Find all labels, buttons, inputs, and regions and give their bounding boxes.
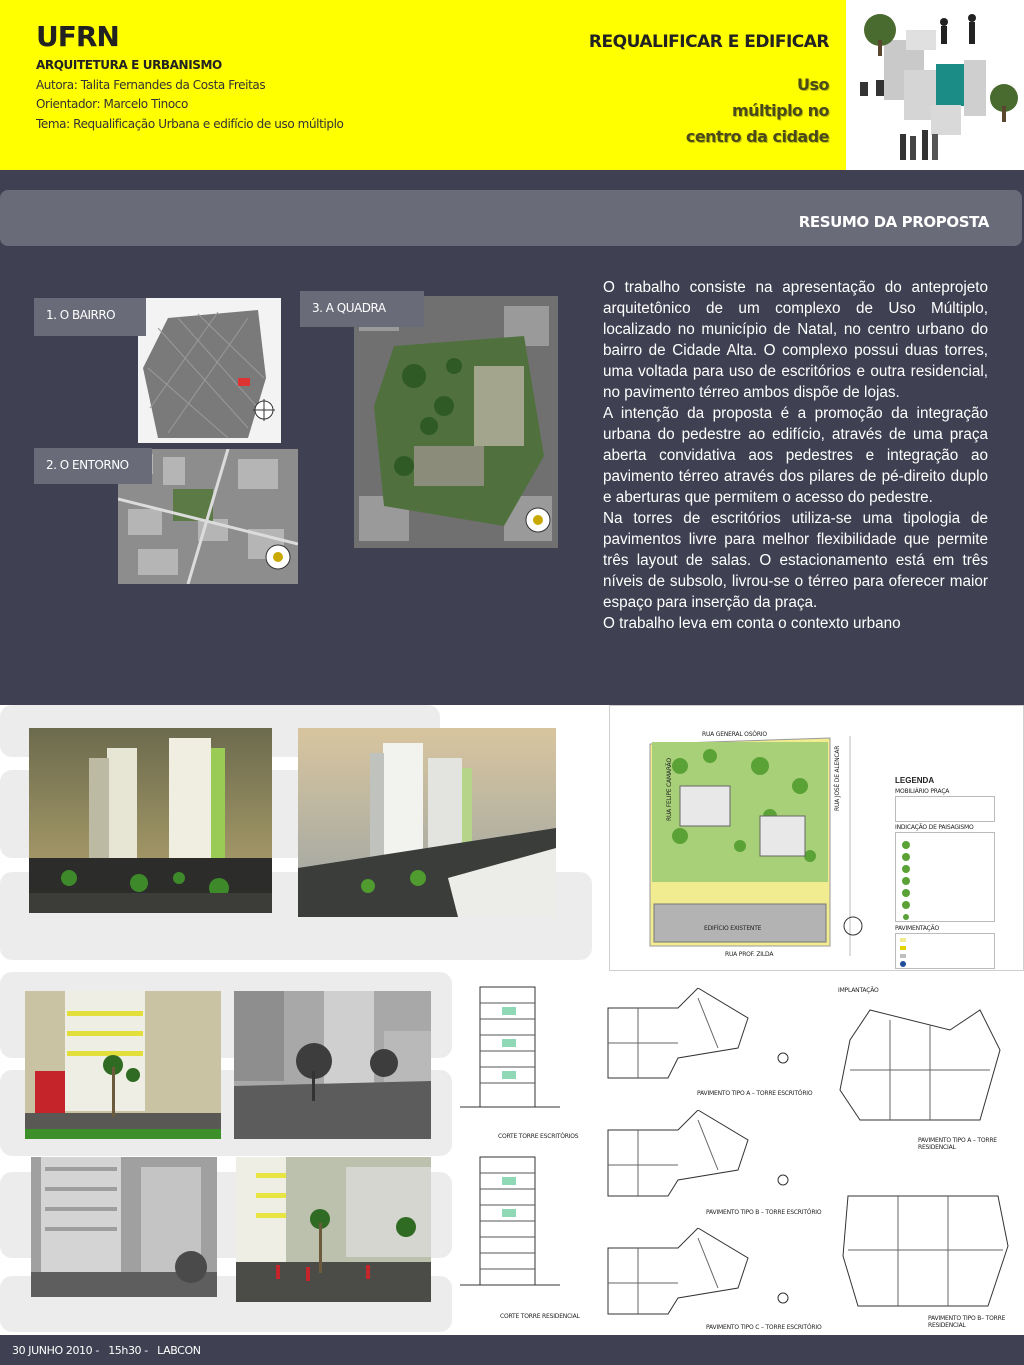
course-name: ARQUITETURA E URBANISMO xyxy=(36,58,222,72)
legend-section: MOBILIÁRIO PRAÇA xyxy=(895,788,950,795)
caption-tipo-c-escritorio: PAVIMENTO TIPO C – TORRE ESCRITÓRIO xyxy=(706,1324,822,1331)
section-title: RESUMO DA PROPOSTA xyxy=(798,213,989,231)
university-name: UFRN xyxy=(36,20,119,53)
summary-paragraph: A intenção da proposta é a promoção da integração urbana do pedestre ao edifício, através de uma praça aberta convidativa aos pedestres e integração ao pavimento térreo através dos pilares de pé-direito duplo e aberturas que permitem o acesso do pedestre. xyxy=(603,405,988,506)
subtitle-line: múltiplo no xyxy=(731,101,829,120)
caption-tipo-b-escritorio: PAVIMENTO TIPO B – TORRE ESCRITÓRIO xyxy=(706,1209,822,1216)
header-divider xyxy=(0,170,1024,180)
street-label: RUA FELIPE CAMARÃO xyxy=(666,758,673,821)
summary-paragraph: Na torres de escritórios utiliza-se uma tipologia de pavimentos livre para melhor flexibilidade que permite três layout de salas. O estacionamento está em três níveis de subsolo, livrou-se o térreo para oferecer maior espaço para inserção da praça. xyxy=(603,510,988,611)
map-label-entorno: 2. O ENTORNO xyxy=(34,448,152,484)
building-label: EDIFÍCIO EXISTENTE xyxy=(704,925,762,932)
legend-box xyxy=(895,796,995,822)
summary-paragraph: O trabalho leva em conta o contexto urbano xyxy=(603,615,901,632)
advisor-line: Orientador: Marcelo Tinoco xyxy=(36,97,188,111)
caption-tipo-a-escritorio: PAVIMENTO TIPO A – TORRE ESCRITÓRIO xyxy=(697,1090,813,1097)
author-line: Autora: Talita Fernandes da Costa Freitas xyxy=(36,78,266,92)
section-drawing-residential xyxy=(460,1155,560,1295)
caption-implantacao: IMPLANTAÇÃO xyxy=(838,987,879,994)
subtitle-line: centro da cidade xyxy=(685,127,829,146)
render-ground-shops xyxy=(25,991,221,1139)
render-plaza-bw xyxy=(234,991,431,1139)
floor-plan-office-c xyxy=(598,1228,798,1318)
floor-plan-office-b xyxy=(598,1110,798,1200)
project-subtitle xyxy=(609,72,829,150)
render-palms xyxy=(236,1157,431,1302)
render-street-bw xyxy=(31,1157,217,1297)
legend-box xyxy=(895,933,995,969)
caption-corte-escritorios: CORTE TORRE ESCRITÓRIOS xyxy=(498,1133,579,1140)
caption-tipo-a-residencial: PAVIMENTO TIPO A – TORRE RESIDENCIAL xyxy=(918,1137,997,1151)
site-plan xyxy=(609,705,1024,971)
street-label: RUA JOSÉ DE ALENCAR xyxy=(834,745,841,811)
legend-box xyxy=(895,832,995,922)
street-label: RUA PROF. ZILDA xyxy=(725,951,774,958)
render-towers-evening xyxy=(29,728,272,913)
neighborhood-map xyxy=(138,298,281,443)
project-title: REQUALIFICAR E EDIFICAR xyxy=(588,32,829,52)
floor-plan-office-a xyxy=(598,988,798,1084)
street-label: RUA GENERAL OSÓRIO xyxy=(702,731,767,738)
map-label-quadra: 3. A QUADRA xyxy=(300,291,424,327)
legend-section: INDICAÇÃO DE PAISAGISMO xyxy=(895,824,974,831)
render-towers-day xyxy=(298,728,556,917)
block-aerial xyxy=(354,296,558,548)
footer-text: 30 JUNHO 2010 - 15h30 - LABCON xyxy=(12,1344,201,1357)
map-label-bairro: 1. O BAIRRO xyxy=(34,298,146,336)
floor-plan-residential-a xyxy=(830,1000,1010,1130)
floor-plan-residential-b xyxy=(838,1186,1018,1312)
summary-text xyxy=(603,277,988,705)
legend-title: LEGENDA xyxy=(895,776,935,785)
theme-line: Tema: Requalificação Urbana e edifício de uso múltiplo xyxy=(36,117,344,131)
logo-illustration xyxy=(846,0,1024,170)
caption-corte-residencial: CORTE TORRE RESIDENCIAL xyxy=(500,1313,580,1320)
summary-paragraph: O trabalho consiste na apresentação do anteprojeto arquitetônico de um complexo de Uso Múltiplo, localizado no município de Natal, no centro urbano do bairro de Cidade Alta. O complexo possui duas torres, uma voltada para uso de escritórios e outra residencial, no pavimento térreo ambos dispõe de lojas. xyxy=(603,279,988,401)
subtitle-line: Uso xyxy=(796,75,829,94)
section-drawing-office xyxy=(460,985,560,1115)
caption-tipo-b-residencial: PAVIMENTO TIPO B– TORRE RESIDENCIAL xyxy=(928,1315,1006,1329)
legend-section: PAVIMENTAÇÃO xyxy=(895,925,939,932)
